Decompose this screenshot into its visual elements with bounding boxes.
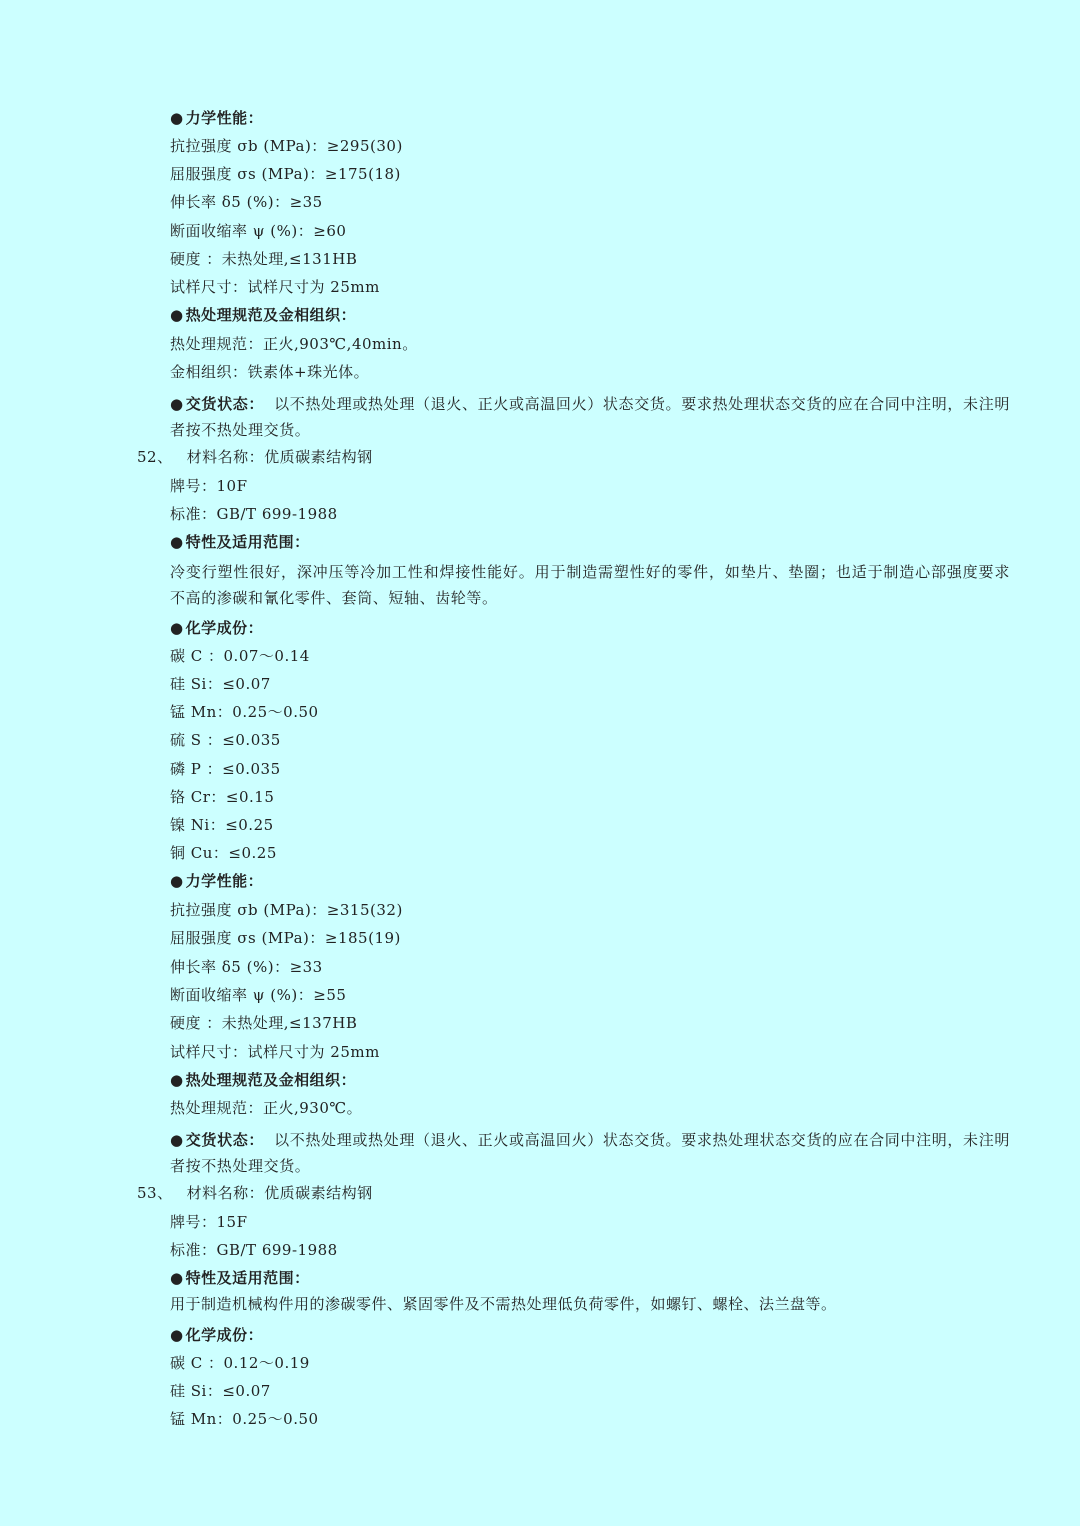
text-line: 硬度 ：未热处理,≤131HB [170, 250, 358, 268]
bullet-icon: ● [170, 1131, 184, 1149]
heading-text: 特性及适用范围： [185, 533, 310, 551]
text-line: 屈服强度 σs (MPa)：≥185(19) [170, 929, 401, 947]
paragraph: 冷变行塑性很好，深冲压等冷加工性和焊接性能好。用于制造需塑性好的零件，如垫片、垫圈；也适于制造心部强度要求不高的渗碳和氰化零件、套筒、短轴、齿轮等。 [170, 563, 1010, 607]
bullet-icon: ● [170, 1269, 184, 1287]
text-line: 断面收缩率 ψ (%)：≥60 [170, 222, 347, 240]
text-line: 碳 C ：0.12～0.19 [170, 1354, 310, 1372]
heading-text: 热处理规范及金相组织： [185, 306, 357, 324]
text-line: 硬度 ：未热处理,≤137HB [170, 1014, 358, 1032]
text-line: 热处理规范：正火,903℃,40min。 [170, 335, 418, 353]
text-line: 牌号：15F [170, 1213, 248, 1231]
numbered-item [137, 447, 373, 467]
heading-text: 化学成份： [185, 1326, 264, 1344]
text-line: 标准：GB/T 699-1988 [170, 505, 338, 523]
text-line: 用于制造机械构件用的渗碳零件、紧固零件及不需热处理低负荷零件，如螺钉、螺栓、法兰盘等。 [170, 1295, 837, 1313]
text-line: 热处理规范：正火,930℃。 [170, 1099, 363, 1117]
text-line: 硅 Si：≤0.07 [170, 675, 271, 693]
text-line: 伸长率 δ5 (%)：≥35 [170, 193, 323, 211]
text-line: 试样尺寸：试样尺寸为 25mm [170, 1043, 380, 1061]
text-line: 硫 S ：≤0.035 [170, 731, 281, 749]
section-heading [170, 532, 310, 552]
text-line: 铬 Cr：≤0.15 [170, 788, 275, 806]
text-line: 断面收缩率 ψ (%)：≥55 [170, 986, 347, 1004]
bullet-icon: ● [170, 533, 184, 551]
paragraph-text: 以不热处理或热处理（退火、正火或高温回火）状态交货。要求热处理状态交货的应在合同中注明，未注明者按不热处理交货。 [170, 1131, 1010, 1175]
bullet-icon: ● [170, 306, 184, 324]
text-line: 磷 P ：≤0.035 [170, 760, 281, 778]
heading-text: 特性及适用范围： [185, 1269, 310, 1287]
section-heading [170, 618, 263, 638]
bullet-icon: ● [170, 619, 184, 637]
bullet-icon: ● [170, 1326, 184, 1344]
item-number: 52、 [137, 448, 173, 466]
text-line: 伸长率 δ5 (%)：≥33 [170, 958, 323, 976]
section-heading [170, 1268, 310, 1288]
heading-text: 热处理规范及金相组织： [185, 1071, 357, 1089]
numbered-item [137, 1183, 373, 1203]
text-line: 抗拉强度 σb (MPa)：≥315(32) [170, 901, 403, 919]
text-line: 抗拉强度 σb (MPa)：≥295(30) [170, 137, 403, 155]
heading-text: 力学性能： [185, 109, 264, 127]
bullet-icon: ● [170, 395, 184, 413]
heading-text: 交货状态： [185, 1131, 265, 1149]
bullet-icon: ● [170, 1071, 184, 1089]
section-heading [170, 1325, 263, 1345]
heading-text: 力学性能： [185, 872, 264, 890]
item-number: 53、 [137, 1184, 173, 1202]
text-line: 镍 Ni：≤0.25 [170, 816, 274, 834]
text-line: 金相组织：铁素体+珠光体。 [170, 363, 370, 381]
text-line: 锰 Mn：0.25～0.50 [170, 1410, 319, 1428]
delivery-paragraph [170, 391, 1010, 443]
text-line: 锰 Mn：0.25～0.50 [170, 703, 319, 721]
text-line: 牌号：10F [170, 477, 248, 495]
delivery-paragraph [170, 1127, 1010, 1179]
item-title: 材料名称：优质碳素结构钢 [186, 448, 373, 466]
item-title: 材料名称：优质碳素结构钢 [186, 1184, 373, 1202]
section-heading [170, 108, 263, 128]
bullet-icon: ● [170, 872, 184, 890]
text-line: 标准：GB/T 699-1988 [170, 1241, 338, 1259]
text-line: 硅 Si：≤0.07 [170, 1382, 271, 1400]
text-line: 碳 C ：0.07～0.14 [170, 647, 310, 665]
bullet-icon: ● [170, 109, 184, 127]
text-line: 试样尺寸：试样尺寸为 25mm [170, 278, 380, 296]
section-heading [170, 871, 263, 891]
paragraph-text: 以不热处理或热处理（退火、正火或高温回火）状态交货。要求热处理状态交货的应在合同中注明，未注明者按不热处理交货。 [170, 395, 1010, 439]
text-line: 屈服强度 σs (MPa)：≥175(18) [170, 165, 401, 183]
section-heading [170, 305, 356, 325]
text-line: 铜 Cu：≤0.25 [170, 844, 277, 862]
section-heading [170, 1070, 356, 1090]
heading-text: 交货状态： [185, 395, 265, 413]
heading-text: 化学成份： [185, 619, 264, 637]
